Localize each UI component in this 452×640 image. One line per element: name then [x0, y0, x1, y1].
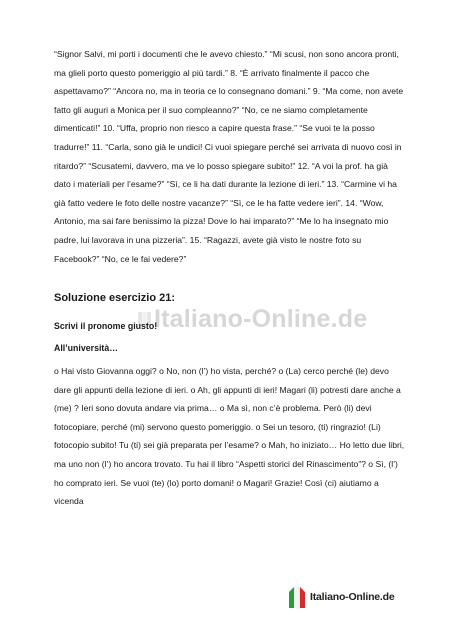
section-title: Soluzione esercizio 21: — [54, 292, 176, 304]
watermark-logo — [138, 305, 367, 334]
answer-paragraph-top: “Signor Salvi, mi porti i documenti che le avevo chiesto.” “Mi scusi, non sono ancora pronti, ma glieli porto questo pomeriggio al più tardi.” 8. “È arrivato finalmente il pacco che aspettavamo?” “Ancora no, ma in teoria ce lo consegnano domani.” 9. “Ma come, non avete fatto gli auguri a Monica per il suo compleanno?” “No, ce ne siamo completamente dimenticati!” 10. “Uffa, proprio non riesco a capire questa frase.” “Se vuoi te la posso tradurre!” 11. “Carla, sono già le undici! Ci vuoi spiegare perché sei arrivata di nuovo così in ritardo?” “Scusatemi, davvero, ma ve lo posso spiegare subito!” 12. “A voi la prof. ha già dato i materiali per l’esame?” “Sì, ce li ha dati durante la lezione di ieri.” 13. “Carmine vi ha già fatto vedere le foto delle nostre vacanze?” “Sì, ce le ha fatte vedere ieri”. 14. “Wow, Antonio, ma sai fare benissimo la pizza! Dove lo hai imparato?” “Me lo ha insegnato mio padre, lui lavorava in una pizzeria”. 15. “Ragazzi, avete già visto le nostre foto su Facebook?” “No, ce le fai vedere?” — [54, 49, 404, 264]
exercise-instruction: Scrivi il pronome giusto! — [54, 321, 158, 331]
answer-paragraph-bottom: o Hai visto Giovanna oggi? o No, non (l’) ho vista, perché? o (La) cerco perché (le) devo dare gli appunti della lezione di ieri. o Ah, gli appunti di ieri! Magari (li) potresti dare anche a (me) ? Ieri sono dovuta andare via prima… o Ma sì, non c’è problema. Però (li) devi fotocopiare, perché (mi) servono questo pomeriggio. o Sei un tesoro, (ti) ringrazio! (Li) fotocopio subito! Tu (ti) sei già preparata per l’esame? o Mah, ho iniziato… Ho letto due libri, ma uno non (l’) ho ancora trovato. Tu hai il libro “Aspetti storici del Rinascimento”? o Sì, (l’) ho comprato ieri. Se vuoi (te) (lo) porto domani! o Magari! Grazie! Così (ci) aiutiamo a vicenda — [54, 366, 405, 507]
footer-brand-text: Italiano-Online.de — [310, 591, 395, 603]
footer-logo — [287, 584, 395, 610]
watermark-text: Italiano-Online.de — [154, 305, 368, 333]
italian-flag-icon — [287, 584, 307, 610]
dialogue-context-heading: All’università… — [54, 343, 119, 353]
